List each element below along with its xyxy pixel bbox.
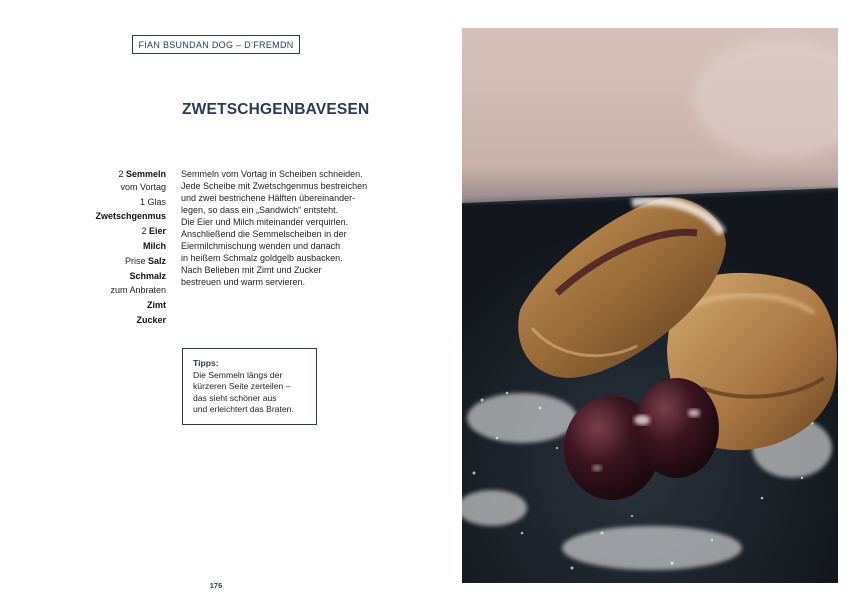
instruction-line: bestreuen und warm servieren. bbox=[181, 277, 306, 287]
page-number: 176 bbox=[209, 581, 223, 590]
instruction-line: Nach Belieben mit Zimt und Zucker bbox=[181, 265, 322, 275]
ingredient-row: Prise Salz bbox=[124, 256, 166, 267]
tip-title: Tipps: bbox=[193, 358, 219, 368]
tip-line: und erleichtert das Braten. bbox=[193, 404, 294, 414]
ingredient-note: vom Vortag bbox=[120, 182, 166, 193]
section-label: FIAN BSUNDAN DOG – D’FREMDN bbox=[138, 39, 294, 50]
ingredient-row: Milch bbox=[142, 241, 166, 252]
ingredient-row: 2 Semmeln bbox=[118, 169, 166, 179]
ingredient-row: Zwetschgenmus bbox=[95, 210, 166, 221]
section-label-box bbox=[132, 35, 300, 54]
fried-bread-with-plums-photo bbox=[462, 28, 838, 583]
recipe-title: ZWETSCHGENBAVESEN bbox=[182, 101, 370, 118]
instruction-line: Die Eier und Milch miteinander verquirlen. bbox=[181, 217, 349, 227]
instruction-line: und zwei bestrichene Hälften übereinander- bbox=[181, 193, 356, 203]
ingredient-row: Schmalz bbox=[129, 271, 166, 282]
instruction-line: Eiermilchmischung wenden und danach bbox=[181, 241, 341, 251]
ingredient-row: 1 Glas bbox=[139, 197, 166, 208]
ingredient-row: 2 Eier bbox=[141, 225, 166, 236]
ingredient-row: Zimt bbox=[147, 299, 166, 310]
instruction-line: Jede Scheibe mit Zwetschgenmus bestreichen bbox=[181, 181, 368, 191]
ingredient-row: Zucker bbox=[136, 315, 166, 326]
instruction-line: Semmeln vom Vortag in Scheiben schneiden. bbox=[181, 169, 363, 179]
tip-box bbox=[182, 348, 317, 425]
instruction-line: Anschließend die Semmelscheiben in der bbox=[181, 229, 347, 239]
ingredient-note: zum Anbraten bbox=[110, 284, 166, 295]
ingredient-list bbox=[70, 168, 166, 327]
tip-line: das sieht schöner aus bbox=[193, 392, 277, 403]
recipe-instructions bbox=[181, 168, 391, 288]
instruction-line: in heißem Schmalz goldgelb ausbacken. bbox=[181, 253, 343, 263]
tip-line: Die Semmeln längs der bbox=[193, 369, 283, 380]
instruction-line: legen, so dass ein „Sandwich“ entsteht. bbox=[181, 205, 339, 215]
tip-line: kürzeren Seite zerteilen – bbox=[193, 381, 291, 391]
